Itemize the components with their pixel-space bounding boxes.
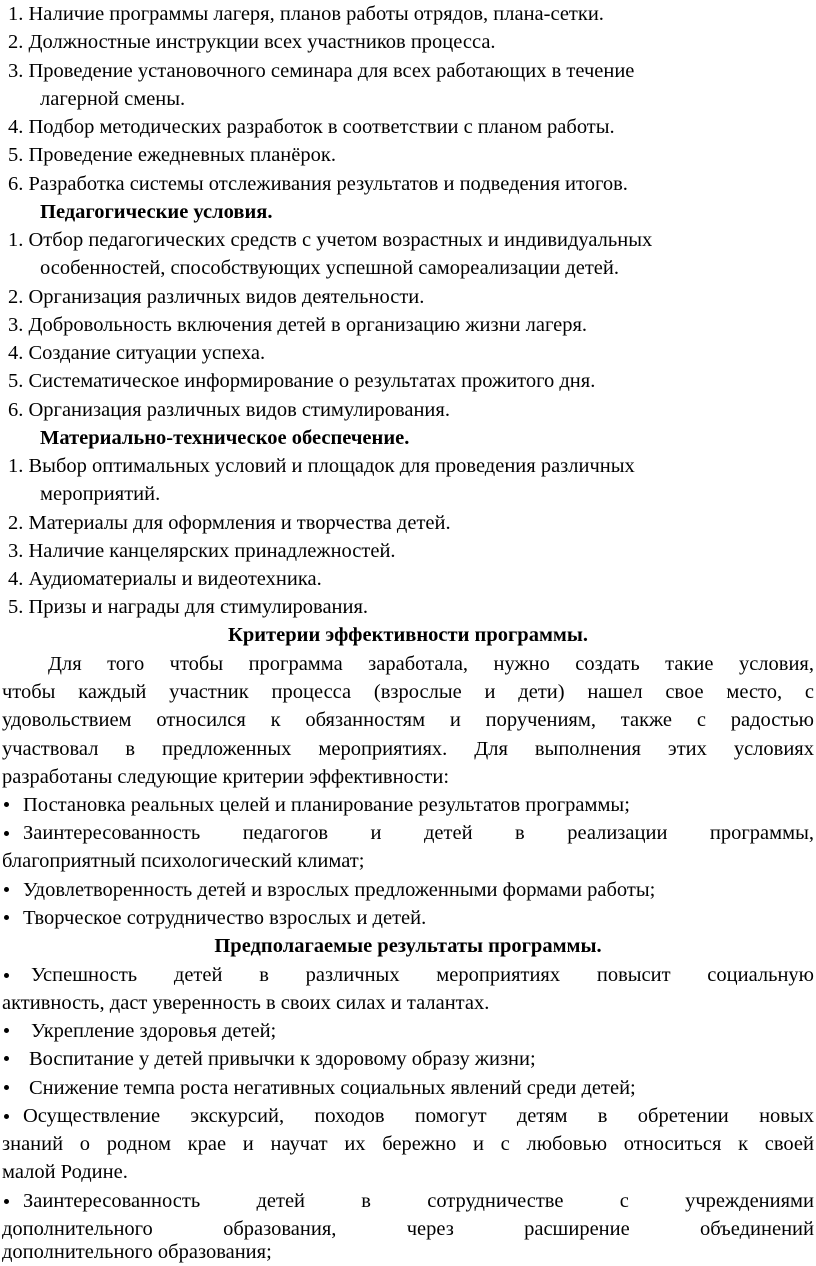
paragraph-line: Для того чтобы программа заработала, нужно создать такие условия,: [48, 653, 814, 675]
list-item: 1. Наличие программы лагеря, планов работы отрядов, плана-сетки.: [8, 3, 604, 25]
bullet-icon: [4, 887, 9, 892]
bullet-text: Воспитание у детей привычки к здоровому образу жизни;: [29, 1048, 536, 1070]
list-item: 5. Проведение ежедневных планёрок.: [8, 144, 336, 166]
list-item: 1. Выбор оптимальных условий и площадок для проведения различных: [8, 455, 635, 477]
bullet-item: [4, 791, 630, 819]
bullet-text: Заинтересованность детей в сотрудничестве с учреждениями: [23, 1190, 814, 1212]
list-item: 4. Подбор методических разработок в соответствии с планом работы.: [8, 116, 615, 138]
bullet-text: Постановка реальных целей и планирование результатов программы;: [23, 794, 630, 816]
list-item: 6. Разработка системы отслеживания результатов и подведения итогов.: [8, 173, 628, 195]
paragraph-line: чтобы каждый участник процесса (взрослые и дети) нашел свое место, с: [2, 681, 814, 703]
bullet-item: [4, 1187, 814, 1215]
bullet-icon: [4, 1085, 9, 1090]
bullet-item: [4, 904, 426, 932]
list-item: 1. Отбор педагогических средств с учетом возрастных и индивидуальных: [8, 229, 653, 251]
bullet-continuation: дополнительного образования, через расширение объединений: [2, 1218, 814, 1240]
bullet-icon: [4, 915, 9, 920]
bullet-text: Укрепление здоровья детей;: [31, 1020, 277, 1042]
bullet-item: [4, 876, 655, 904]
section-heading: Материально-техническое обеспечение.: [40, 427, 410, 449]
list-item: 6. Организация различных видов стимулирования.: [8, 399, 450, 421]
bullet-icon: [4, 1028, 9, 1033]
bullet-icon: [4, 973, 9, 978]
bullet-item: [4, 1017, 276, 1045]
list-item: 3. Наличие канцелярских принадлежностей.: [8, 540, 396, 562]
bullet-continuation: благоприятный психологический климат;: [2, 850, 365, 872]
bullet-item: [4, 961, 814, 989]
section-heading: Педагогические условия.: [40, 201, 273, 223]
bullet-icon: [4, 831, 9, 836]
list-item: 4. Аудиоматериалы и видеотехника.: [8, 568, 322, 590]
bullet-icon: [4, 1056, 9, 1061]
bullet-text: Осуществление экскурсий, походов помогут детям в обретении новых: [23, 1105, 814, 1127]
bullet-icon: [4, 1199, 9, 1204]
list-item: 4. Создание ситуации успеха.: [8, 342, 266, 364]
paragraph-line: разработаны следующие критерии эффективности:: [2, 766, 450, 788]
section-heading: Критерии эффективности программы.: [227, 624, 588, 646]
bullet-icon: [4, 802, 9, 807]
bullet-text: Творческое сотрудничество взрослых и детей.: [23, 907, 427, 929]
list-item: 2. Должностные инструкции всех участников процесса.: [8, 31, 496, 53]
list-item: 5. Систематическое информирование о результатах прожитого дня.: [8, 370, 596, 392]
bullet-continuation: активность, даст уверенность в своих силах и талантах.: [2, 992, 490, 1014]
list-item: 2. Материалы для оформления и творчества детей.: [8, 512, 451, 534]
list-item-continuation: лагерной смены.: [40, 88, 186, 110]
paragraph-line: удовольствием относился к обязанностям и поручениям, также с радостью: [2, 709, 814, 731]
list-item-continuation: особенностей, способствующих успешной самореализации детей.: [40, 257, 619, 279]
bullet-item: [4, 819, 814, 847]
bullet-icon: [4, 1114, 9, 1119]
list-item: 3. Проведение установочного семинара для всех работающих в течение: [8, 60, 635, 82]
paragraph-line: участвовал в предложенных мероприятиях. Для выполнения этих условиях: [2, 738, 814, 760]
list-item: 2. Организация различных видов деятельности.: [8, 286, 425, 308]
bullet-continuation: знаний о родном крае и научат их бережно и с любовью относиться к своей: [2, 1133, 814, 1155]
bullet-text: Удовлетворенность детей и взрослых предложенными формами работы;: [23, 879, 656, 901]
list-item: 5. Призы и награды для стимулирования.: [8, 596, 369, 618]
list-item: 3. Добровольность включения детей в организацию жизни лагеря.: [8, 314, 588, 336]
list-item-continuation: мероприятий.: [40, 483, 161, 505]
bullet-text: Снижение темпа роста негативных социальных явлений среди детей;: [29, 1077, 636, 1099]
bullet-continuation: дополнительного образования;: [2, 1241, 272, 1263]
bullet-text: Успешность детей в различных мероприятиях повысит социальную: [31, 964, 814, 986]
bullet-item: [4, 1045, 536, 1073]
bullet-continuation: малой Родине.: [2, 1161, 128, 1183]
bullet-item: [4, 1074, 636, 1102]
bullet-text: Заинтересованность педагогов и детей в реализации программы,: [23, 822, 814, 844]
section-heading: Предполагаемые результаты программы.: [214, 935, 602, 957]
bullet-item: [4, 1102, 814, 1130]
